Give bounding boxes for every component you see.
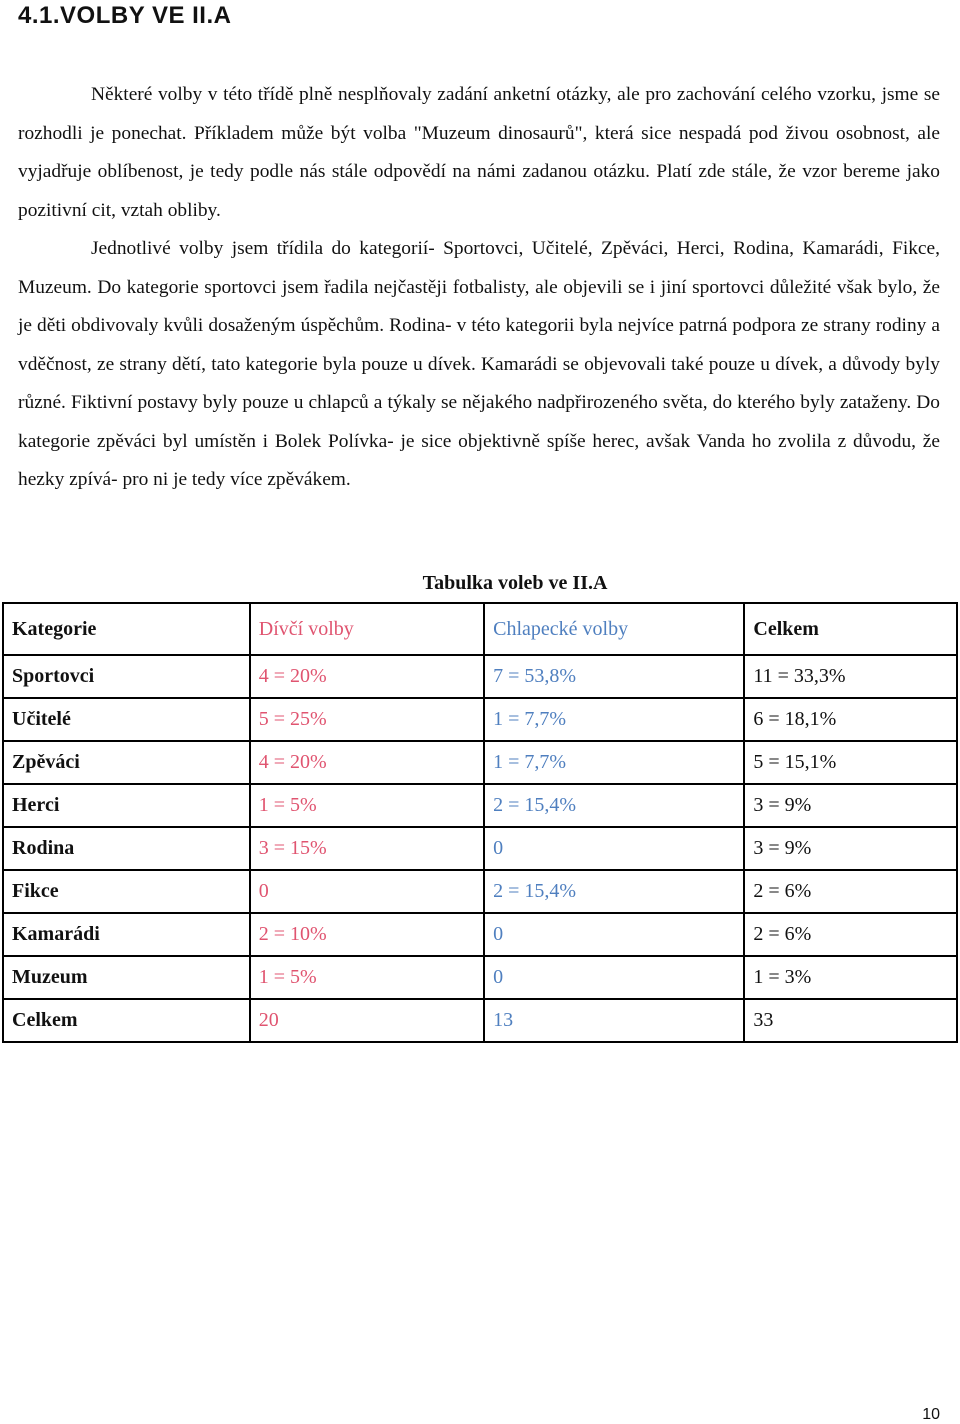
- category-cell: Učitelé: [3, 698, 250, 741]
- category-cell: Zpěváci: [3, 741, 250, 784]
- paragraph-1: Některé volby v této třídě plně nesplňovaly zadání anketní otázky, ale pro zachování celého vzorku, jsme se rozhodli je ponechat. Příkladem může být volba "Muzeum dinosaurů", která sice nespadá pod živou osobnost, ale vyjadřuje oblíbenost, je tedy podle nás stále odpovědí na námi zadanou otázku. Platí zde stále, že vzor bereme jako pozitivní cit, vztah obliby.: [18, 84, 940, 221]
- table-row: [3, 698, 957, 741]
- category-cell: Kamarádi: [3, 913, 250, 956]
- category-cell: Sportovci: [3, 655, 250, 698]
- table-row: [3, 741, 957, 784]
- table-caption: Tabulka voleb ve II.A: [422, 572, 608, 594]
- boys-cell: 1 = 7,7%: [484, 698, 744, 741]
- table-row: [3, 956, 957, 999]
- girls-cell: 3 = 15%: [250, 827, 484, 870]
- category-cell: Fikce: [3, 870, 250, 913]
- total-cell: 11 = 33,3%: [744, 655, 957, 698]
- paragraph-2: Jednotlivé volby jsem třídila do kategorií- Sportovci, Učitelé, Zpěváci, Herci, Rodina, Kamarádi, Fikce, Muzeum. Do kategorie sportovci jsem řadila nejčastěji fotbalisty, ale objevili se i jiní sportovci důležité však bylo, že je děti obdivovaly kvůli dosaženým úspěchům. Rodina- v této kategorii byla nejvíce patrná podpora ze strany rodiny a vděčnost, ze strany dětí, tato kategorie byla pouze u dívek. Kamarádi se objevovali také pouze u dívek, a důvody byly různé. Fiktivní postavy byly pouze u chlapců a týkaly se nějakého nadpřirozeného světa, do kterého byly zataženy. Do kategorie zpěváci byl umístěn i Bolek Polívka- je sice objektivně spíše herec, avšak Vanda ho zvolila z důvodu, že hezky zpívá- pro ni je tedy více zpěvákem.: [18, 238, 940, 490]
- girls-cell: 5 = 25%: [250, 698, 484, 741]
- table-row: [3, 784, 957, 827]
- girls-cell: 0: [250, 870, 484, 913]
- total-cell: 3 = 9%: [744, 784, 957, 827]
- total-cell: 2 = 6%: [744, 913, 957, 956]
- boys-cell: 7 = 53,8%: [484, 655, 744, 698]
- total-cell: 6 = 18,1%: [744, 698, 957, 741]
- girls-cell: 20: [250, 999, 484, 1042]
- girls-cell: 2 = 10%: [250, 913, 484, 956]
- girls-cell: 4 = 20%: [250, 741, 484, 784]
- table-row: [3, 913, 957, 956]
- header-girls-cell: Dívčí volby: [250, 603, 484, 655]
- votes-table-body: [3, 603, 957, 1042]
- section-heading: 4.1.VOLBY VE II.A: [18, 2, 232, 29]
- body-text-2: [18, 230, 940, 500]
- total-cell: 2 = 6%: [744, 870, 957, 913]
- total-cell: 33: [744, 999, 957, 1042]
- total-cell: 5 = 15,1%: [744, 741, 957, 784]
- category-cell: Celkem: [3, 999, 250, 1042]
- body-text-1: [18, 76, 940, 230]
- category-cell: Herci: [3, 784, 250, 827]
- boys-cell: 1 = 7,7%: [484, 741, 744, 784]
- header-boys-cell: Chlapecké volby: [484, 603, 744, 655]
- total-cell: 1 = 3%: [744, 956, 957, 999]
- total-cell: 3 = 9%: [744, 827, 957, 870]
- votes-table: [2, 602, 958, 1043]
- boys-cell: 0: [484, 913, 744, 956]
- category-cell: Muzeum: [3, 956, 250, 999]
- table-row: [3, 999, 957, 1042]
- girls-cell: 1 = 5%: [250, 784, 484, 827]
- header-category-cell: Kategorie: [3, 603, 250, 655]
- table-header-row: [3, 603, 957, 655]
- boys-cell: 0: [484, 956, 744, 999]
- boys-cell: 2 = 15,4%: [484, 870, 744, 913]
- category-cell: Rodina: [3, 827, 250, 870]
- page-number: 10: [922, 1406, 940, 1423]
- girls-cell: 4 = 20%: [250, 655, 484, 698]
- boys-cell: 2 = 15,4%: [484, 784, 744, 827]
- table-row: [3, 655, 957, 698]
- boys-cell: 0: [484, 827, 744, 870]
- table-row: [3, 870, 957, 913]
- girls-cell: 1 = 5%: [250, 956, 484, 999]
- boys-cell: 13: [484, 999, 744, 1042]
- table-row: [3, 827, 957, 870]
- header-total-cell: Celkem: [744, 603, 957, 655]
